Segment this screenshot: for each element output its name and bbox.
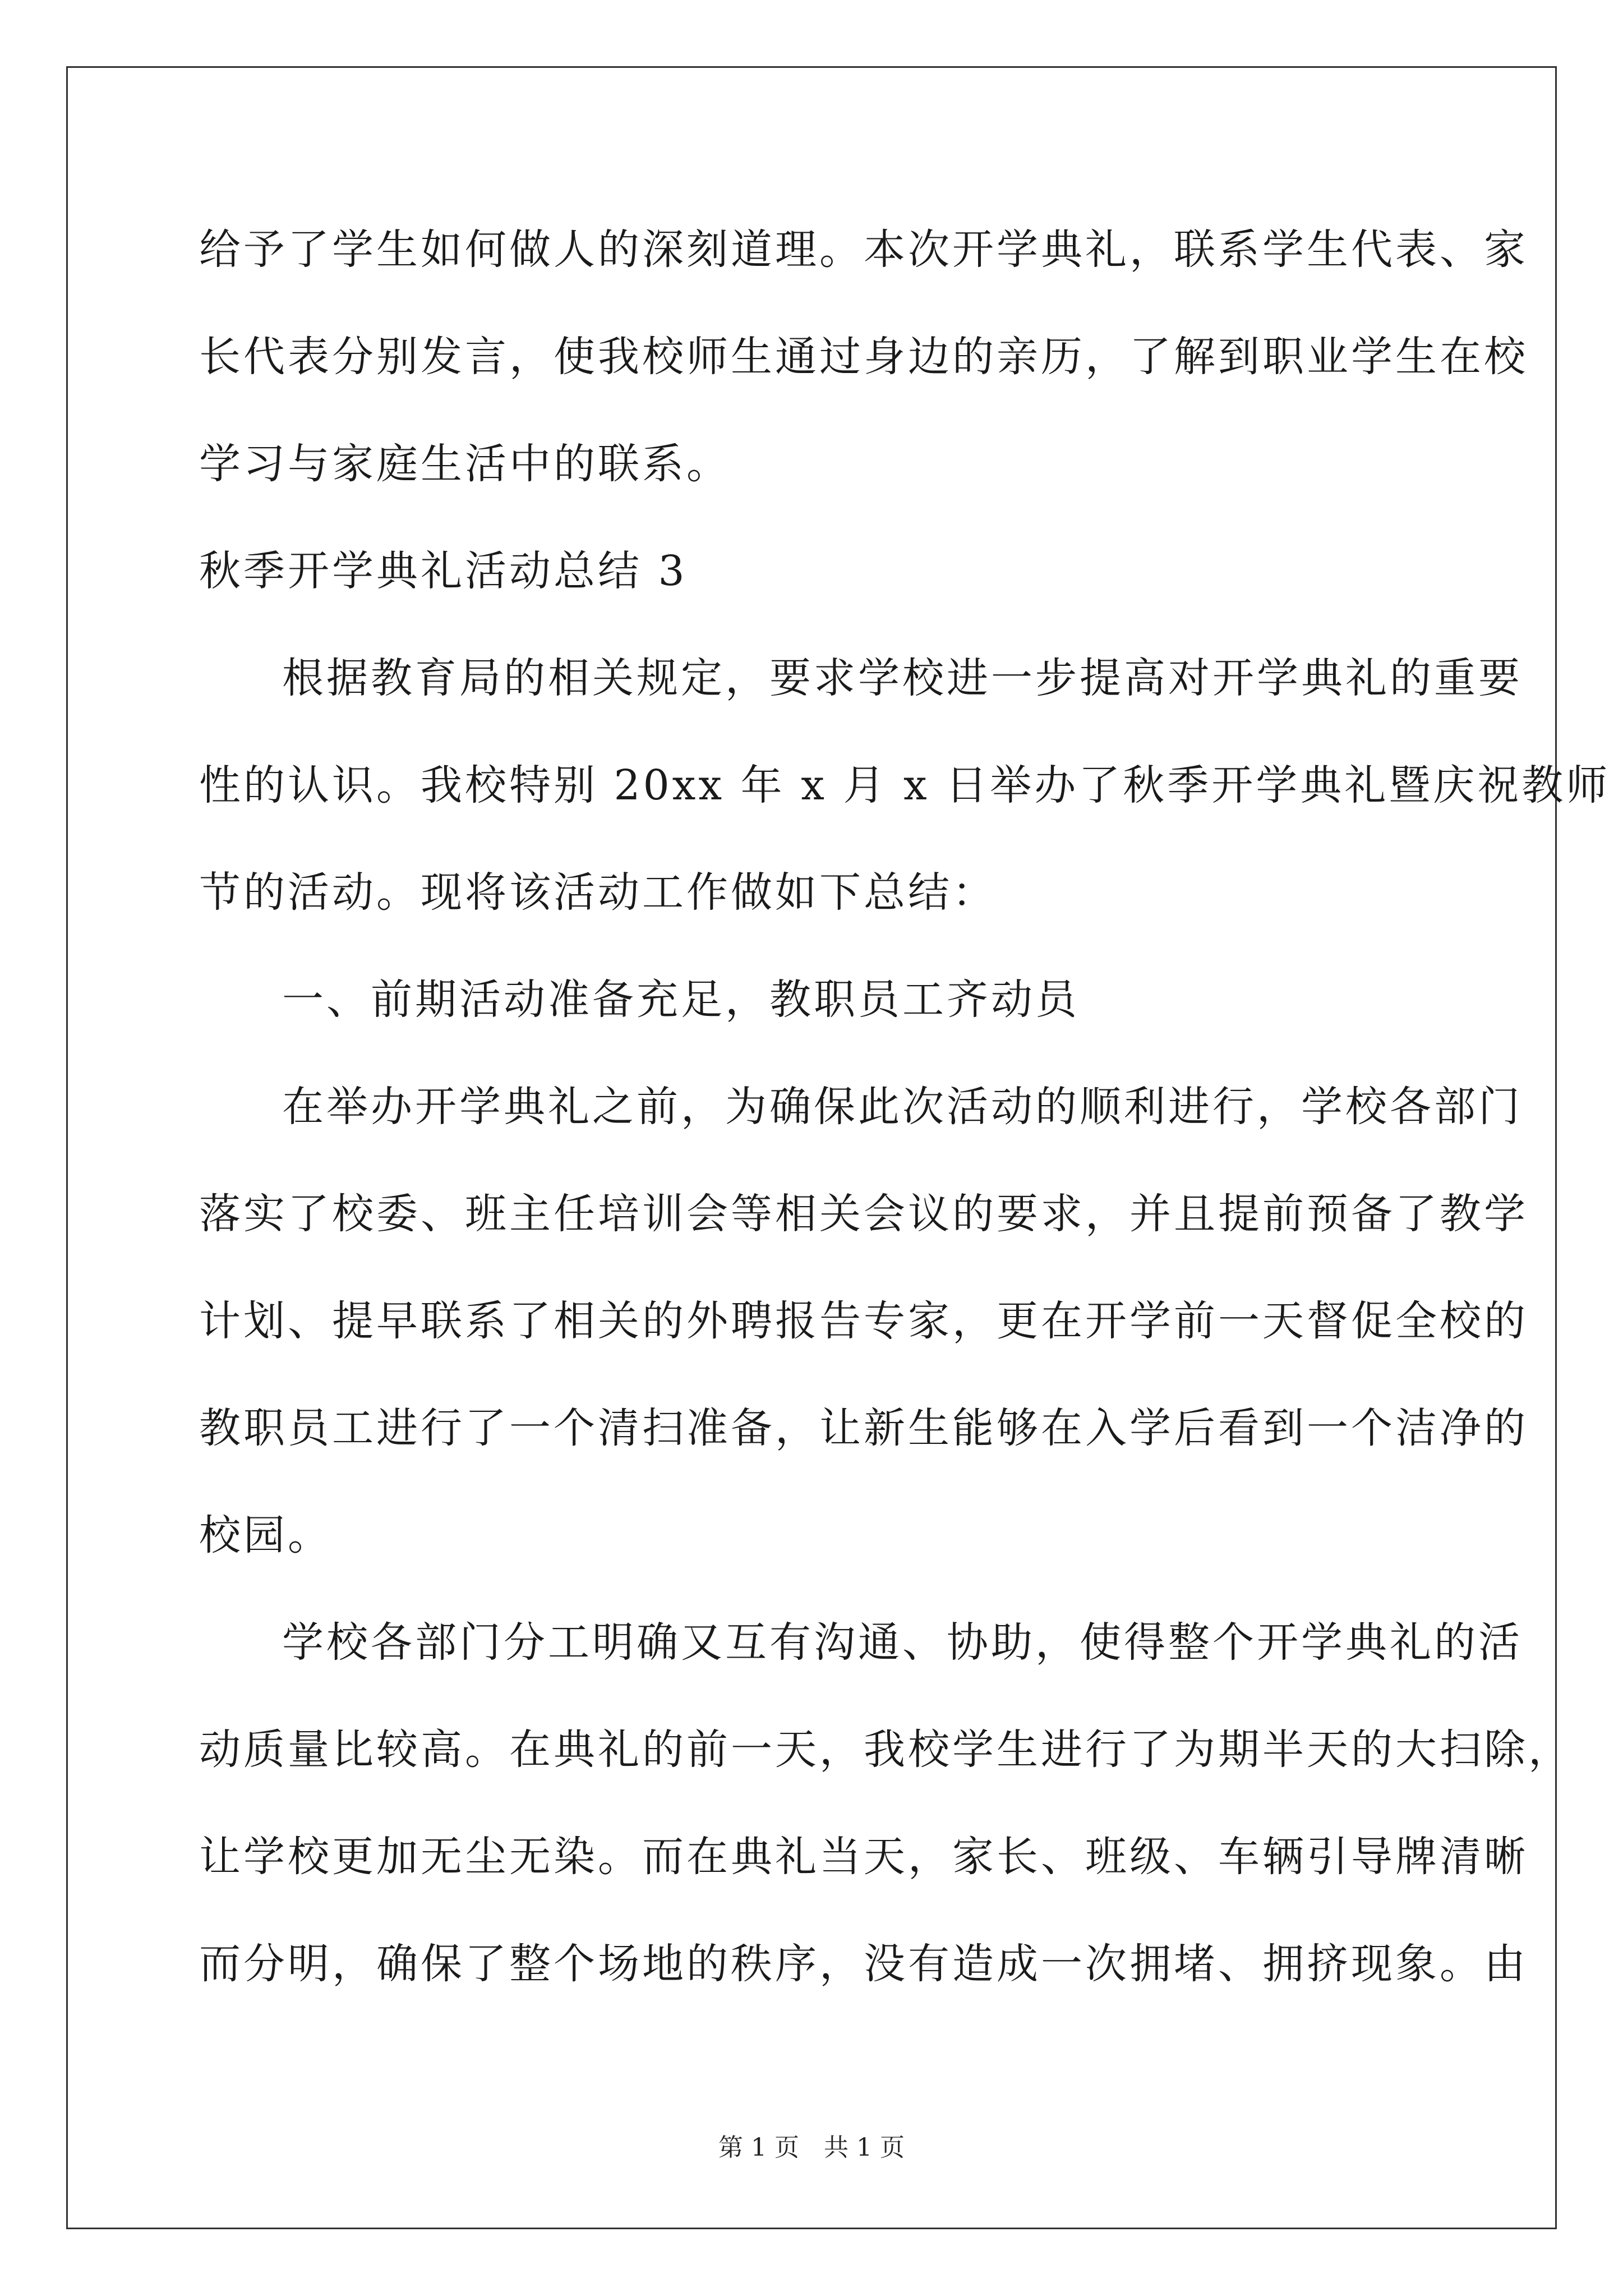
paragraph-start: 根据教育局的相关规定，要求学校进一步提高对开学典礼的重要 xyxy=(282,654,1523,702)
paragraph-start: 学校各部门分工明确又互有沟通、协助，使得整个开学典礼的活 xyxy=(282,1618,1523,1667)
subheading: 一、前期活动准备充足，教职员工齐动员 xyxy=(282,976,1080,1024)
text-line: 教职员工进行了一个清扫准备，让新生能够在入学后看到一个洁净的 xyxy=(199,1404,1528,1452)
text-line: 性的认识。我校特别 20xx 年 x 月 x 日举办了秋季开学典礼暨庆祝教师 xyxy=(199,761,1611,809)
text-line: 而分明，确保了整个场地的秩序，没有造成一次拥堵、拥挤现象。由 xyxy=(199,1940,1528,1988)
page-footer: 第 1 页 共 1 页 xyxy=(718,2133,905,2162)
text-line: 学习与家庭生活中的联系。 xyxy=(199,440,731,488)
section-heading: 秋季开学典礼活动总结 3 xyxy=(199,547,688,595)
text-line: 落实了校委、班主任培训会等相关会议的要求，并且提前预备了教学 xyxy=(199,1190,1528,1238)
text-line: 校园。 xyxy=(199,1511,332,1559)
text-line: 动质量比较高。在典礼的前一天，我校学生进行了为期半天的大扫除， xyxy=(199,1726,1573,1774)
text-line: 让学校更加无尘无染。而在典礼当天，家长、班级、车辆引导牌清晰 xyxy=(199,1833,1528,1881)
document-body xyxy=(199,213,1611,2035)
text-line: 计划、提早联系了相关的外聘报告专家，更在开学前一天督促全校的 xyxy=(199,1297,1528,1345)
text-line: 长代表分别发言，使我校师生通过身边的亲历，了解到职业学生在校 xyxy=(199,333,1528,381)
text-line: 给予了学生如何做人的深刻道理。本次开学典礼，联系学生代表、家 xyxy=(199,226,1528,274)
text-line: 节的活动。现将该活动工作做如下总结： xyxy=(199,868,997,917)
paragraph-start: 在举办开学典礼之前，为确保此次活动的顺利进行，学校各部门 xyxy=(282,1083,1523,1131)
